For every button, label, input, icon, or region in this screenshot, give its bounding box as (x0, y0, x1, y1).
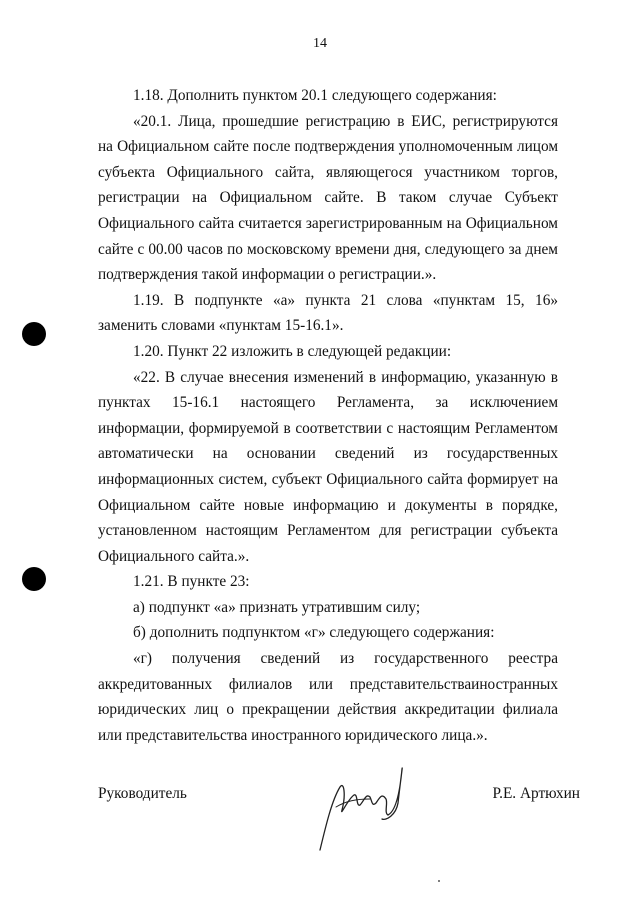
paragraph-1-21: 1.21. В пункте 23: (133, 573, 250, 591)
subitem-g-text: «г) получения сведений из государственного реестра аккредитованных филиалов или представительстваиностранных юридических лиц о прекращении действия аккредитации филиала или представительства иностранного юридического лица.». (98, 650, 558, 744)
subitem-a: а) подпункт «а» признать утратившим силу; (133, 598, 421, 616)
paragraph-1-20: 1.20. Пункт 22 изложить в следующей редакции: (133, 342, 452, 360)
binder-hole-top (22, 322, 46, 346)
paragraph-22-text: «22. В случае внесения изменений в информацию, указанную в пунктах 15-16.1 настоящего Регламента, за исключением информации, формируемой в соответствии с настоящим Регламентом автоматически на основании сведений из государственных информационных систем, субъект Официального сайта формирует на Официальном сайте новые информацию и документы в порядке, установленном настоящим Регламентом для регистрации субъекта Официального сайта.». (98, 368, 558, 565)
handwritten-signature (312, 755, 412, 855)
signatory-name: Р.Е. Артюхин (492, 785, 580, 802)
subitem-b: б) дополнить подпунктом «г» следующего содержания: (133, 624, 495, 642)
signatory-title: Руководитель (98, 785, 187, 802)
page-number: 14 (313, 36, 327, 51)
paragraph-20-1-text: «20.1. Лица, прошедшие регистрацию в ЕИС, регистрируются на Официальном сайте после подтверждения уполномоченным лицом субъекта Официального сайта, являющегося участником торгов, регистрации на Официальном сайте. В таком случае Субъект Официального сайта считается зарегистрированным на Официальном сайте с 00.00 часов по московскому времени дня, следующего за днем подтверждения такой информации о регистрации.». (98, 112, 558, 284)
scan-speck (438, 880, 440, 882)
binder-hole-bottom (22, 567, 46, 591)
paragraph-1-18: 1.18. Дополнить пунктом 20.1 следующего содержания: (133, 87, 497, 104)
paragraph-1-19: 1.19. В подпункте «а» пункта 21 слова «пунктам 15, 16» заменить словами «пунктам 15-16.1». (98, 291, 558, 335)
document-body (98, 83, 558, 748)
